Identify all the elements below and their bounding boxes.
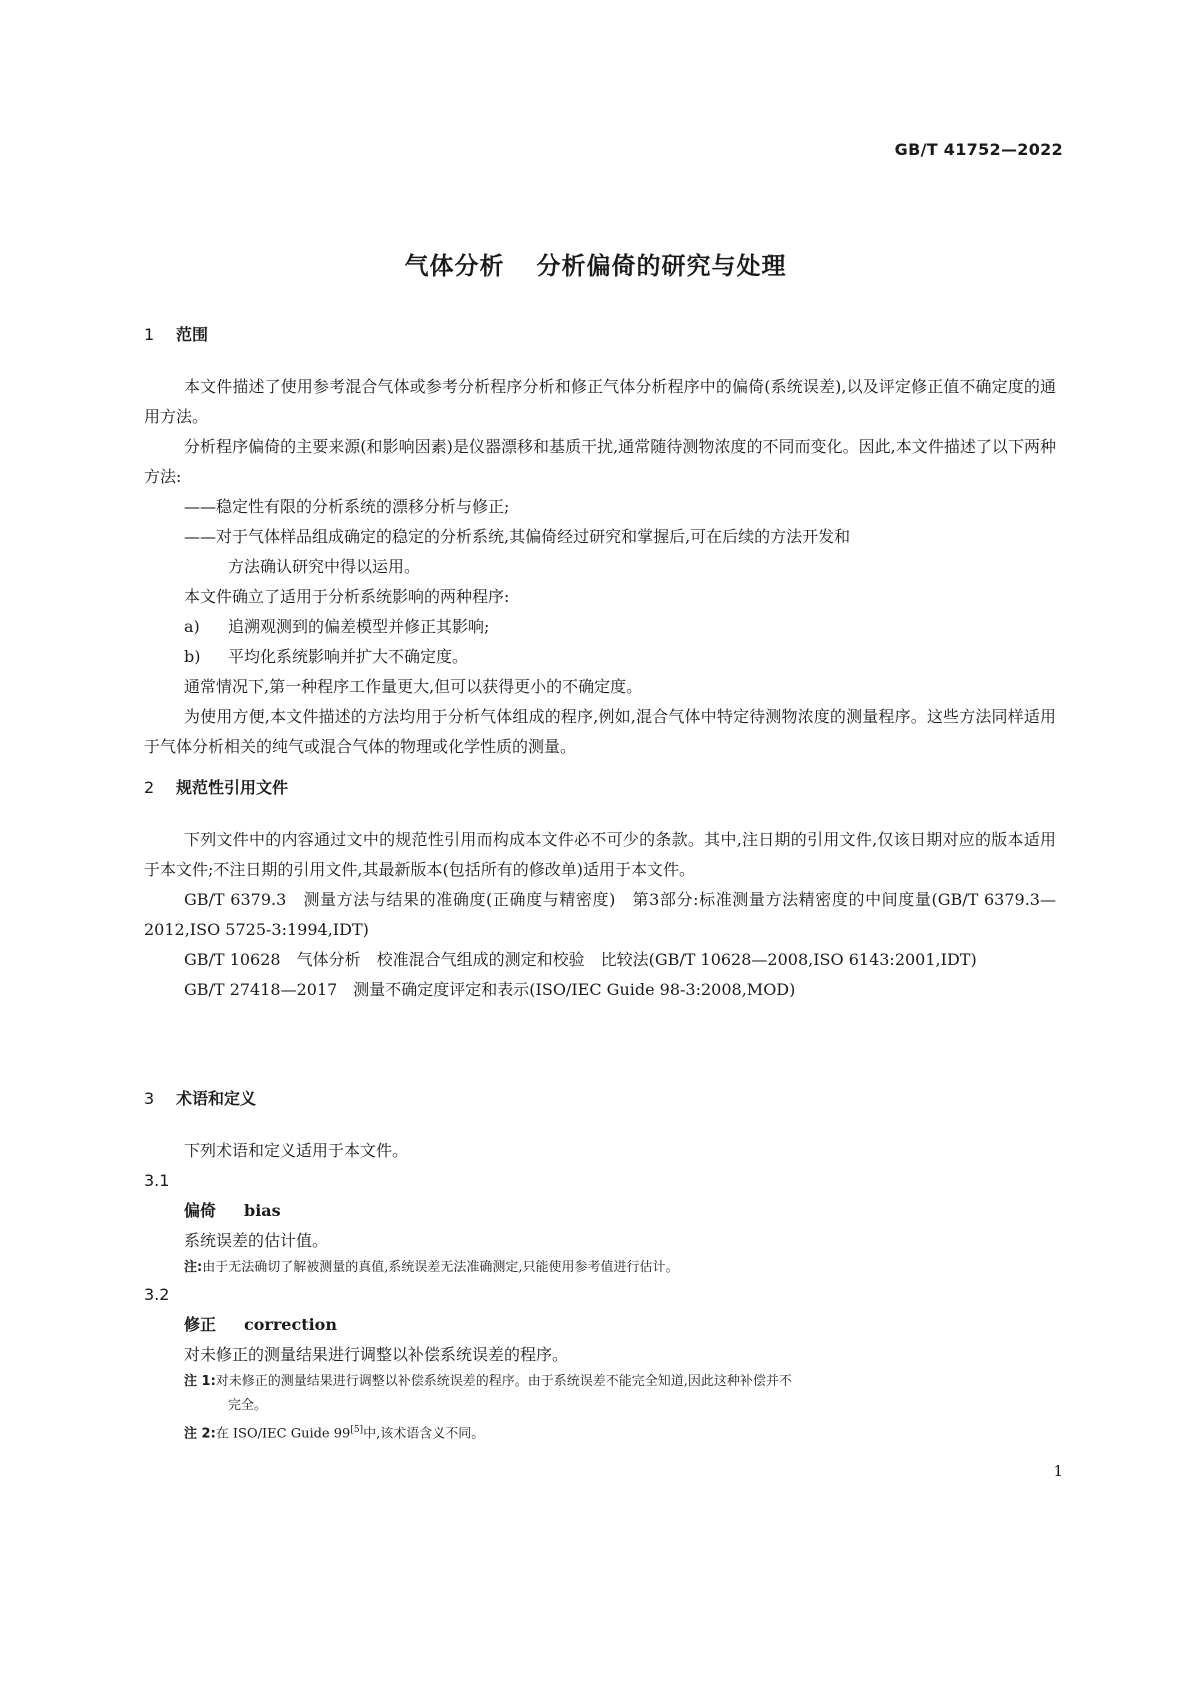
section-1-body <box>144 372 1056 762</box>
reference-entry: GB/T 27418—2017 测量不确定度评定和表示(ISO/IEC Guide 98-3:2008,MOD) <box>184 980 796 999</box>
note-label: 注: <box>184 1260 203 1275</box>
list-label: a) <box>184 617 200 636</box>
reference-entry: GB/T 6379.3 测量方法与结果的准确度(正确度与精密度) 第3部分:标准测量方法精密度的中间度量(GB/T 6379.3—2012,ISO 5725-3:1994,IDT) <box>144 890 1056 939</box>
section-title: 范围 <box>176 325 209 344</box>
section-2-heading <box>144 775 1056 798</box>
section-title: 术语和定义 <box>176 1089 257 1108</box>
page-number: 1 <box>1053 1462 1063 1480</box>
note-label: 注 2: <box>184 1426 216 1442</box>
term-number: 3.2 <box>144 1285 170 1304</box>
section-1-heading <box>144 322 1056 345</box>
term-entry <box>144 1196 1056 1226</box>
note <box>144 1256 1056 1280</box>
list-text: 平均化系统影响并扩大不确定度。 <box>228 647 469 666</box>
dash-item: ——稳定性有限的分析系统的漂移分析与修正; <box>184 497 510 516</box>
list-label: b) <box>184 647 201 666</box>
standard-code: GB/T 41752—2022 <box>894 140 1063 159</box>
section-number: 3 <box>144 1089 155 1108</box>
paragraph: 通常情况下,第一种程序工作量更大,但可以获得更小的不确定度。 <box>184 677 643 696</box>
note-text: 由于无法确切了解被测量的真值,系统误差无法准确测定,只能使用参考值进行估计。 <box>202 1260 679 1275</box>
note-label: 注 1: <box>184 1374 216 1389</box>
section-2-body <box>144 825 1056 1005</box>
paragraph: 下列术语和定义适用于本文件。 <box>184 1141 409 1160</box>
note <box>144 1370 1056 1394</box>
term-cn: 偏倚 <box>184 1201 217 1220</box>
paragraph: 为使用方便,本文件描述的方法均用于分析气体组成的程序,例如,混合气体中特定待测物浓度的测量程序。这些方法同样适用于气体分析相关的纯气或混合气体的物理或化学性质的测量。 <box>144 707 1056 756</box>
list-item-b <box>144 642 1056 672</box>
document-title <box>0 246 1191 281</box>
section-number: 1 <box>144 325 155 344</box>
paragraph: 本文件描述了使用参考混合气体或参考分析程序分析和修正气体分析程序中的偏倚(系统误差),以及评定修正值不确定度的通用方法。 <box>144 377 1056 426</box>
paragraph: 下列文件中的内容通过文中的规范性引用而构成本文件必不可少的条款。其中,注日期的引用文件,仅该日期对应的版本适用于本文件;不注日期的引用文件,其最新版本(包括所有的修改单)适用于本文件。 <box>144 830 1056 879</box>
title-part2: 分析偏倚的研究与处理 <box>536 252 787 280</box>
section-2 <box>144 775 1056 798</box>
term-en: correction <box>244 1315 337 1334</box>
note-continuation: 完全。 <box>228 1398 268 1413</box>
list-item-a <box>144 612 1056 642</box>
reference-entry: GB/T 10628 气体分析 校准混合气组成的测定和校验 比较法(GB/T 10628—2008,ISO 6143:2001,IDT) <box>184 950 977 969</box>
section-3 <box>144 1086 1056 1109</box>
paragraph: 本文件确立了适用于分析系统影响的两种程序: <box>184 587 510 606</box>
term-cn: 修正 <box>184 1315 217 1334</box>
dash-item: ——对于气体样品组成确定的稳定的分析系统,其偏倚经过研究和掌握后,可在后续的方法开发和 <box>184 527 851 546</box>
section-3-body <box>144 1136 1056 1446</box>
list-text: 追溯观测到的偏差模型并修正其影响; <box>228 617 490 636</box>
note-text: 在 ISO/IEC Guide 99 <box>215 1426 351 1442</box>
section-1 <box>144 322 1056 345</box>
section-3-heading <box>144 1086 1056 1109</box>
term-number: 3.1 <box>144 1171 170 1190</box>
term-definition: 对未修正的测量结果进行调整以补偿系统误差的程序。 <box>184 1345 569 1364</box>
term-definition: 系统误差的估计值。 <box>184 1231 329 1250</box>
term-en: bias <box>244 1201 281 1220</box>
citation-ref: [5] <box>350 1425 364 1435</box>
section-title: 规范性引用文件 <box>176 778 289 797</box>
note-text: 中,该术语含义不同。 <box>363 1426 485 1442</box>
note <box>144 1418 1056 1446</box>
section-number: 2 <box>144 778 155 797</box>
term-entry <box>144 1310 1056 1340</box>
paragraph: 分析程序偏倚的主要来源(和影响因素)是仪器漂移和基质干扰,通常随待测物浓度的不同而变化。因此,本文件描述了以下两种方法: <box>144 437 1056 486</box>
title-part1: 气体分析 <box>404 252 505 280</box>
note-text: 对未修正的测量结果进行调整以补偿系统误差的程序。由于系统误差不能完全知道,因此这种补偿并不 <box>215 1374 792 1389</box>
dash-item-continuation: 方法确认研究中得以运用。 <box>228 557 421 576</box>
